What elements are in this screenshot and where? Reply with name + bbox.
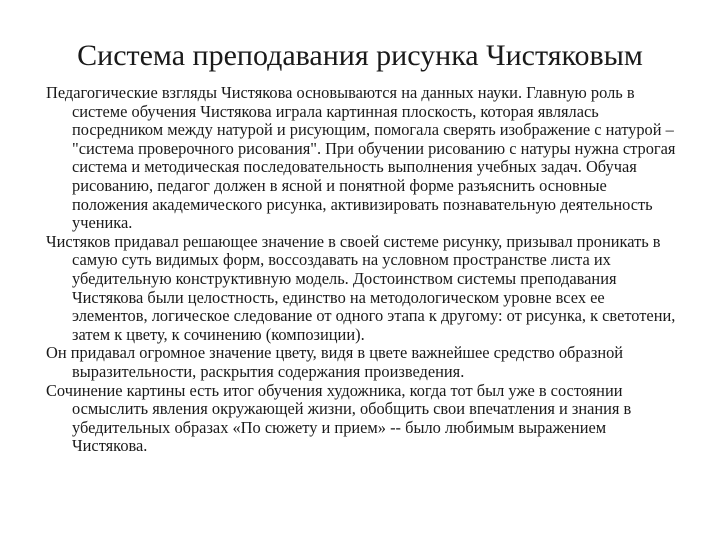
paragraph-color: Он придавал огромное значение цвету, видя в цвете важнейшее средство образной выразительности, раскрытия содержания произведения. <box>46 343 624 381</box>
slide-body <box>46 84 680 456</box>
paragraph-pedagogical-views: Педагогические взгляды Чистякова основываются на данных науки. Главную роль в системе обучения Чистякова играла картинная плоскость, которая являлась посредником между натурой и рисующим, помогала сверять изображение с натурой – "система проверочного рисования". При обучении рисованию с натуры нужна строгая система и методическая последовательность выполнения учебных задач. Обучая рисованию, педагог должен в ясной и понятной форме разъяснить основные положения академического рисунка, активизировать познавательную деятельность ученика. <box>46 83 676 233</box>
paragraph-drawing-system: Чистяков придавал решающее значение в своей системе рисунку, призывал проникать в самую суть видимых форм, воссоздавать на условном пространстве листа их убедительную конструктивную модель. Достоинством системы преподавания Чистякова были целостность, единство на методологическом уровне всех ее элементов, логическое следование от одного этапа к другому: от рисунка, к светотени, затем к цвету, к сочинению (композиции). <box>46 231 676 344</box>
slide-title: Система преподавания рисунка Чистяковым <box>77 39 643 72</box>
paragraph-composition: Сочинение картины есть итог обучения художника, когда тот был уже в состоянии осмыслить явления окружающей жизни, обобщить свои впечатления и знания в убедительных образах «По сюжету и прием» -- было любимым выражением Чистякова. <box>46 380 632 456</box>
